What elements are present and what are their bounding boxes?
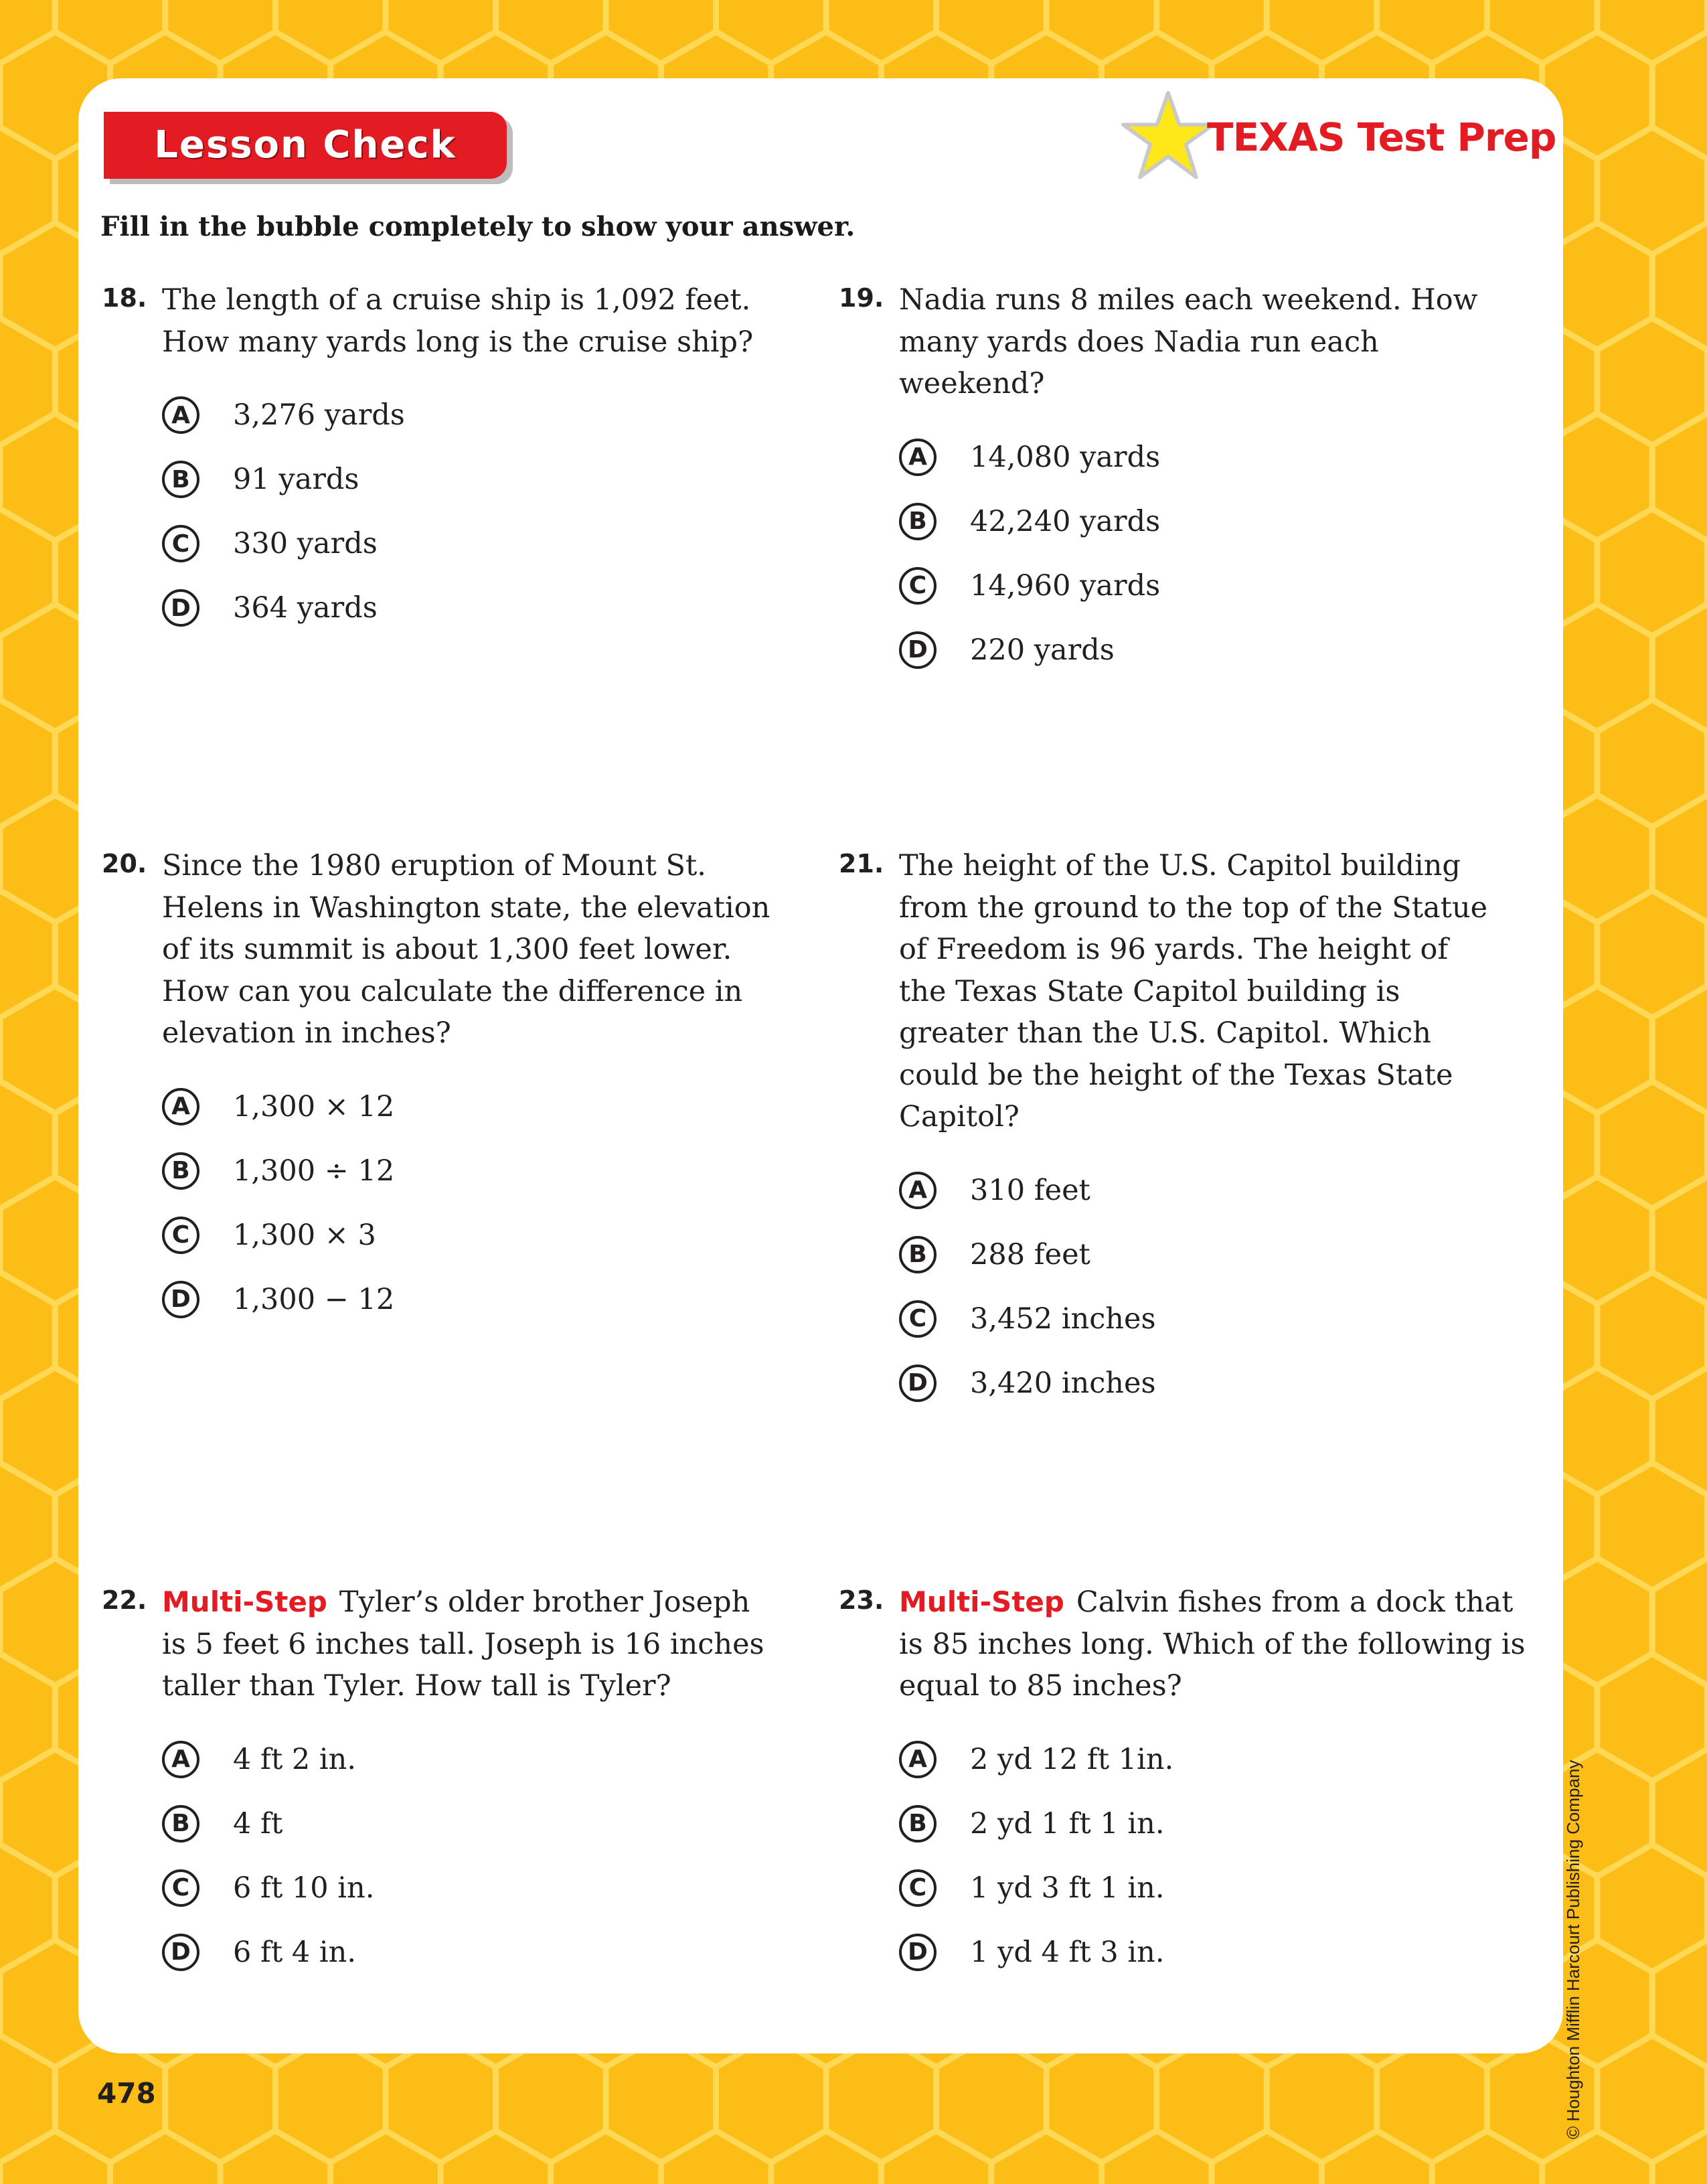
answer-bubble[interactable]: C (162, 1869, 199, 1907)
question-text: Since the 1980 eruption of Mount St. Helens in Washington state, the elevation of its summit is about 1,300 feet lower. How can you calculate the difference in elevation in inches? (162, 849, 770, 1050)
choice-d[interactable] (899, 1920, 1508, 1984)
answer-bubble[interactable]: A (899, 1172, 937, 1209)
answer-bubble[interactable]: A (899, 439, 937, 476)
choice-b[interactable] (899, 1223, 1508, 1287)
choice-b[interactable] (162, 1792, 771, 1856)
choice-text: 2 yd 1 ft 1 in. (970, 1806, 1165, 1841)
answer-bubble[interactable]: B (162, 1152, 199, 1190)
choice-text: 91 yards (233, 463, 359, 496)
choice-d[interactable] (162, 576, 771, 640)
answer-bubble[interactable]: A (162, 1741, 199, 1778)
question-number: 19. (839, 283, 884, 313)
answer-bubble[interactable]: A (162, 1088, 199, 1125)
question-number: 22. (102, 1585, 147, 1615)
choice-text: 1,300 − 12 (233, 1282, 395, 1316)
choice-d[interactable] (162, 1920, 771, 1984)
choice-d[interactable] (899, 618, 1508, 682)
question-20 (102, 845, 771, 1332)
answer-bubble[interactable]: B (162, 461, 199, 498)
question-23 (839, 1581, 1526, 1984)
choice-b[interactable] (899, 1792, 1508, 1856)
answer-bubble[interactable]: D (162, 1934, 199, 1971)
choice-text: 364 yards (233, 591, 378, 625)
answer-choices (162, 1075, 771, 1332)
answer-bubble[interactable]: C (162, 525, 199, 562)
page-number: 478 (97, 2077, 156, 2110)
question-text: The length of a cruise ship is 1,092 feet. How many yards long is the cruise ship? (162, 283, 754, 359)
answer-bubble[interactable]: C (899, 1869, 937, 1907)
choice-text: 4 ft 2 in. (233, 1742, 357, 1776)
choice-c[interactable] (162, 512, 771, 576)
choice-text: 220 yards (970, 633, 1115, 667)
choice-text: 3,452 inches (970, 1302, 1156, 1336)
answer-bubble[interactable]: C (899, 1300, 937, 1338)
answer-bubble[interactable]: D (162, 1281, 199, 1318)
choice-text: 310 feet (970, 1173, 1090, 1207)
multi-step-label: Multi-Step (162, 1585, 327, 1618)
choice-text: 1,300 × 12 (233, 1089, 395, 1123)
question-21 (839, 845, 1508, 1415)
choice-a[interactable] (162, 1727, 771, 1792)
answer-choices (162, 383, 771, 640)
question-22 (102, 1581, 771, 1984)
answer-bubble[interactable]: D (899, 1364, 937, 1402)
choice-b[interactable] (162, 447, 771, 512)
choice-text: 6 ft 10 in. (233, 1871, 375, 1905)
choice-c[interactable] (162, 1203, 771, 1267)
texas-test-prep-label: TEXAS Test Prep (1207, 114, 1556, 160)
answer-bubble[interactable]: D (899, 1934, 937, 1971)
answer-choices (899, 1158, 1508, 1415)
choice-a[interactable] (162, 383, 771, 447)
worksheet-card (78, 78, 1563, 2053)
choice-text: 4 ft (233, 1806, 283, 1841)
answer-choices (899, 1727, 1508, 1984)
choice-text: 1 yd 4 ft 3 in. (970, 1935, 1165, 1969)
choice-text: 330 yards (233, 527, 378, 560)
question-body: Calvin fishes from a dock that is 85 inches long. Which of the following is equal to 85 inches? (899, 1585, 1526, 1703)
lesson-check-banner: Lesson Check (104, 112, 507, 179)
choice-d[interactable] (899, 1351, 1508, 1415)
choice-text: 14,960 yards (970, 568, 1161, 603)
question-18 (102, 279, 771, 640)
choice-a[interactable] (162, 1075, 771, 1139)
copyright-notice: © Houghton Mifflin Harcourt Publishing Company (1563, 1760, 1583, 2139)
question-text: The height of the U.S. Capitol building from the ground to the top of the Statue of Freedom is 96 yards. The height of the Texas State Capitol building is greater than the U.S. Capitol. Which could be the height of the Texas State Capitol? (899, 849, 1488, 1134)
choice-text: 42,240 yards (970, 504, 1161, 538)
answer-bubble[interactable]: B (899, 1805, 937, 1843)
choice-text: 288 feet (970, 1237, 1090, 1271)
answer-bubble[interactable]: C (899, 567, 937, 605)
choice-c[interactable] (162, 1856, 771, 1920)
choice-d[interactable] (162, 1267, 771, 1332)
choice-c[interactable] (899, 1856, 1508, 1920)
answer-bubble[interactable]: A (162, 396, 199, 434)
choice-text: 3,276 yards (233, 398, 405, 432)
choice-c[interactable] (899, 1287, 1508, 1351)
question-19 (839, 279, 1508, 682)
question-body: Tyler’s older brother Joseph is 5 feet 6 inches tall. Joseph is 16 inches taller than Tyler. How tall is Tyler? (162, 1585, 764, 1703)
choice-a[interactable] (899, 1158, 1508, 1223)
choice-text: 1,300 ÷ 12 (233, 1154, 395, 1188)
choice-a[interactable] (899, 1727, 1508, 1792)
answer-bubble[interactable]: D (899, 631, 937, 669)
choice-b[interactable] (899, 489, 1508, 554)
question-number: 18. (102, 283, 147, 313)
choice-text: 3,420 inches (970, 1366, 1156, 1400)
choice-text: 14,080 yards (970, 440, 1161, 474)
choice-text: 1,300 × 3 (233, 1218, 376, 1252)
answer-bubble[interactable]: B (899, 503, 937, 540)
choice-text: 6 ft 4 in. (233, 1935, 357, 1969)
answer-choices (899, 425, 1508, 682)
choice-text: 2 yd 12 ft 1in. (970, 1742, 1174, 1776)
choice-text: 1 yd 3 ft 1 in. (970, 1871, 1165, 1905)
instructions: Fill in the bubble completely to show your answer. (100, 211, 856, 242)
answer-choices (162, 1727, 771, 1984)
question-text: Nadia runs 8 miles each weekend. How many yards does Nadia run each weekend? (899, 283, 1478, 400)
star-icon (1121, 89, 1215, 183)
answer-bubble[interactable]: B (899, 1236, 937, 1273)
multi-step-label: Multi-Step (899, 1585, 1064, 1618)
question-text (162, 1581, 764, 1707)
question-number: 20. (102, 849, 147, 878)
answer-bubble[interactable]: C (162, 1217, 199, 1254)
answer-bubble[interactable]: A (899, 1741, 937, 1778)
question-number: 21. (839, 849, 884, 878)
choice-c[interactable] (899, 554, 1508, 618)
texas-test-prep-badge (1121, 84, 1556, 191)
question-number: 23. (839, 1585, 884, 1615)
choice-a[interactable] (899, 425, 1508, 489)
question-text (899, 1581, 1528, 1707)
answer-bubble[interactable]: B (162, 1805, 199, 1843)
answer-bubble[interactable]: D (162, 589, 199, 627)
choice-b[interactable] (162, 1139, 771, 1203)
